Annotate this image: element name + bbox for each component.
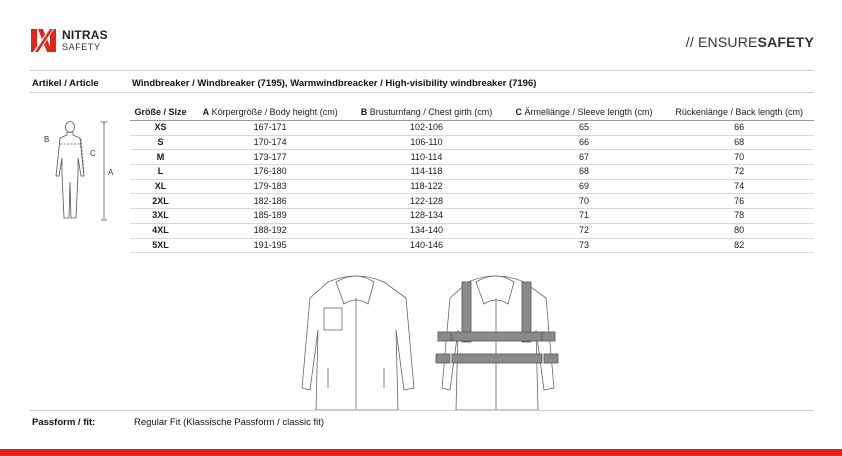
table-row (130, 223, 814, 238)
measurement-cell: 185-189 (191, 209, 349, 224)
article-label: Artikel / Article (32, 78, 99, 89)
brand-bar (0, 449, 842, 456)
col-chest-girth (349, 107, 503, 121)
figure-label-c: C (90, 149, 96, 158)
jacket-illustrations (298, 268, 568, 416)
article-value: Windbreaker / Windbreaker (7195), Warmwindbreacker / High-visibility windbreaker (7196) (132, 78, 537, 89)
measurement-cell: 68 (664, 135, 814, 150)
col-b-key: B (360, 107, 368, 117)
table-row (130, 179, 814, 194)
size-cell: 4XL (130, 223, 191, 238)
col-sleeve-length (504, 107, 665, 121)
measurement-cell: 114-118 (349, 165, 503, 180)
slogan-prefix: // ENSURE (685, 34, 758, 50)
divider-top (30, 70, 814, 71)
fit-value: Regular Fit (Klassische Passform / classic fit) (134, 417, 325, 428)
table-row (130, 150, 814, 165)
divider-article (30, 92, 814, 93)
slogan-strong: SAFETY (757, 34, 814, 50)
measurement-cell: 70 (504, 194, 665, 209)
table-row (130, 194, 814, 209)
measurement-cell: 179-183 (191, 179, 349, 194)
measurement-cell: 191-195 (191, 238, 349, 253)
measurement-cell: 134-140 (349, 223, 503, 238)
measurement-cell: 176-180 (191, 165, 349, 180)
measurement-cell: 128-134 (349, 209, 503, 224)
measurement-cell: 140-146 (349, 238, 503, 253)
slogan (686, 34, 814, 50)
table-row (130, 238, 814, 253)
measurement-cell: 170-174 (191, 135, 349, 150)
size-table (130, 107, 814, 253)
measurement-cell: 182-186 (191, 194, 349, 209)
table-row (130, 135, 814, 150)
table-row (130, 121, 814, 136)
figure-label-b: B (44, 135, 50, 144)
size-cell: S (130, 135, 191, 150)
measurement-cell: 65 (504, 121, 665, 136)
size-cell: XL (130, 179, 191, 194)
col-a-key: A (202, 107, 210, 117)
measurement-cell: 66 (504, 135, 665, 150)
brand-logo (30, 27, 120, 55)
measurement-cell: 74 (664, 179, 814, 194)
measurement-cell: 118-122 (349, 179, 503, 194)
col-back-label: Rückenlänge / Back length (cm) (675, 107, 803, 117)
measurement-cell: 67 (504, 150, 665, 165)
size-cell: M (130, 150, 191, 165)
measurement-cell: 106-110 (349, 135, 503, 150)
measurement-cell: 188-192 (191, 223, 349, 238)
measurement-cell: 69 (504, 179, 665, 194)
brand-name: NITRAS (62, 28, 108, 42)
measurement-cell: 68 (504, 165, 665, 180)
col-b-label: Brustumfang / Chest girth (cm) (369, 107, 493, 117)
size-cell: L (130, 165, 191, 180)
col-back-length (664, 107, 814, 121)
measurement-cell: 72 (664, 165, 814, 180)
measurement-cell: 71 (504, 209, 665, 224)
fit-label: Passform / fit: (32, 417, 96, 428)
measurement-cell: 122-128 (349, 194, 503, 209)
measurement-cell: 78 (664, 209, 814, 224)
size-cell: 3XL (130, 209, 191, 224)
windbreaker-drawing (302, 276, 414, 410)
col-size (130, 107, 191, 121)
brand-sub: SAFETY (62, 42, 101, 52)
nitras-logo-icon (30, 27, 58, 53)
table-row (130, 165, 814, 180)
high-visibility-windbreaker-drawing (436, 276, 558, 410)
measurement-cell: 173-177 (191, 150, 349, 165)
measurement-cell: 80 (664, 223, 814, 238)
table-row (130, 209, 814, 224)
col-size-label: Größe / Size (134, 107, 187, 117)
measurement-cell: 70 (664, 150, 814, 165)
measurement-cell: 167-171 (191, 121, 349, 136)
measurement-cell: 110-114 (349, 150, 503, 165)
measurement-cell: 72 (504, 223, 665, 238)
body-measurement-figure (40, 118, 120, 228)
col-body-height (191, 107, 349, 121)
col-a-label: Körpergröße / Body height (cm) (211, 107, 338, 117)
measurement-cell: 82 (664, 238, 814, 253)
col-c-key: C (515, 107, 522, 117)
size-cell: XS (130, 121, 191, 136)
divider-fit (30, 410, 814, 411)
figure-label-a: A (108, 168, 114, 177)
measurement-cell: 76 (664, 194, 814, 209)
size-cell: 2XL (130, 194, 191, 209)
size-cell: 5XL (130, 238, 191, 253)
measurement-cell: 66 (664, 121, 814, 136)
col-c-label: Ärmellänge / Sleeve length (cm) (524, 107, 653, 117)
measurement-cell: 102-106 (349, 121, 503, 136)
measurement-cell: 73 (504, 238, 665, 253)
